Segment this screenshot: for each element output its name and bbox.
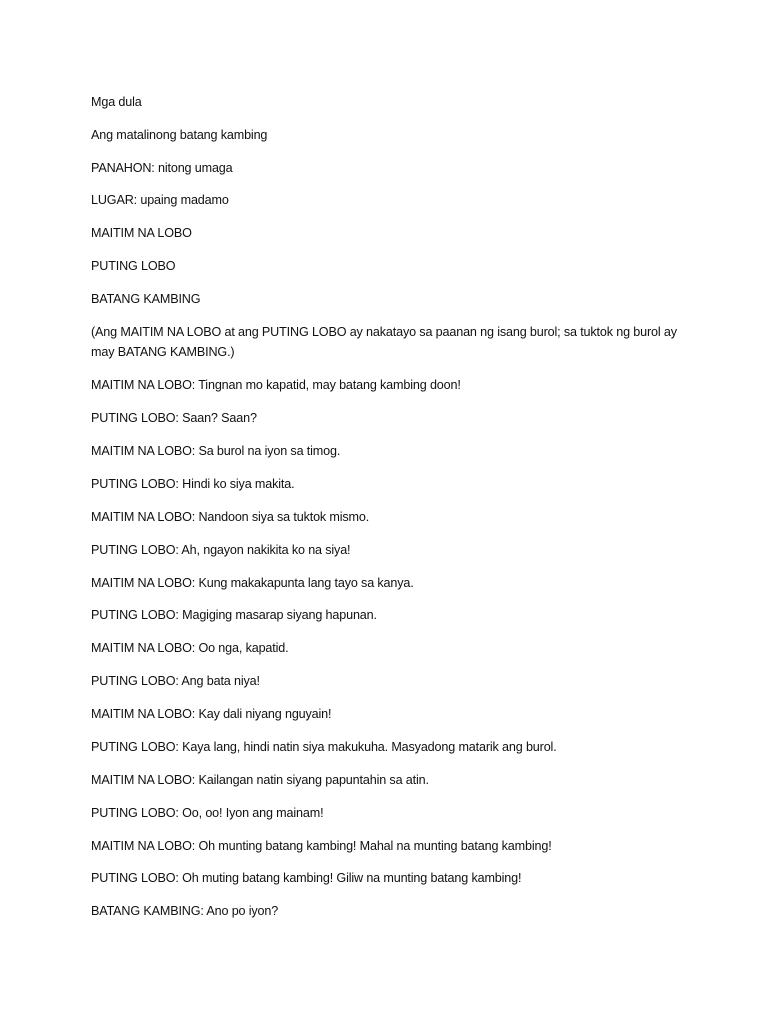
dialogue-line: MAITIM NA LOBO: Oh munting batang kambing! Mahal na munting batang kambing! — [91, 839, 552, 853]
character-young-goat: BATANG KAMBING — [91, 292, 201, 306]
play-heading: Mga dula — [91, 95, 142, 109]
play-title: Ang matalinong batang kambing — [91, 128, 268, 142]
dialogue-line: PUTING LOBO: Magiging masarap siyang hapunan. — [91, 608, 377, 622]
dialogue-line: PUTING LOBO: Kaya lang, hindi natin siya makukuha. Masyadong matarik ang burol. — [91, 740, 557, 754]
dialogue-line: MAITIM NA LOBO: Kung makakapunta lang tayo sa kanya. — [91, 576, 414, 590]
dialogue-line: MAITIM NA LOBO: Sa burol na iyon sa timog. — [91, 444, 341, 458]
character-black-wolf: MAITIM NA LOBO — [91, 226, 192, 240]
dialogue-line: PUTING LOBO: Oo, oo! Iyon ang mainam! — [91, 806, 324, 820]
dialogue-line: MAITIM NA LOBO: Nandoon siya sa tuktok mismo. — [91, 510, 370, 524]
dialogue-line: BATANG KAMBING: Ano po iyon? — [91, 904, 279, 918]
dialogue-line: MAITIM NA LOBO: Kay dali niyang nguyain! — [91, 707, 332, 721]
stage-direction: (Ang MAITIM NA LOBO at ang PUTING LOBO ay nakatayo sa paanan ng isang burol; sa tuktok ng burol ay may BATANG KAMBING.) — [91, 325, 677, 359]
dialogue-line: PUTING LOBO: Ah, ngayon nakikita ko na siya! — [91, 543, 351, 557]
dialogue-line: MAITIM NA LOBO: Tingnan mo kapatid, may batang kambing doon! — [91, 378, 461, 392]
character-white-wolf: PUTING LOBO — [91, 259, 176, 273]
dialogue-line: MAITIM NA LOBO: Oo nga, kapatid. — [91, 641, 289, 655]
dialogue-line: PUTING LOBO: Saan? Saan? — [91, 411, 257, 425]
dialogue-line: PUTING LOBO: Ang bata niya! — [91, 674, 260, 688]
dialogue-line: PUTING LOBO: Hindi ko siya makita. — [91, 477, 295, 491]
place-setting: LUGAR: upaing madamo — [91, 193, 229, 207]
dialogue-line: MAITIM NA LOBO: Kailangan natin siyang papuntahin sa atin. — [91, 773, 429, 787]
dialogue-line: PUTING LOBO: Oh muting batang kambing! Giliw na munting batang kambing! — [91, 871, 522, 885]
time-setting: PANAHON: nitong umaga — [91, 161, 233, 175]
